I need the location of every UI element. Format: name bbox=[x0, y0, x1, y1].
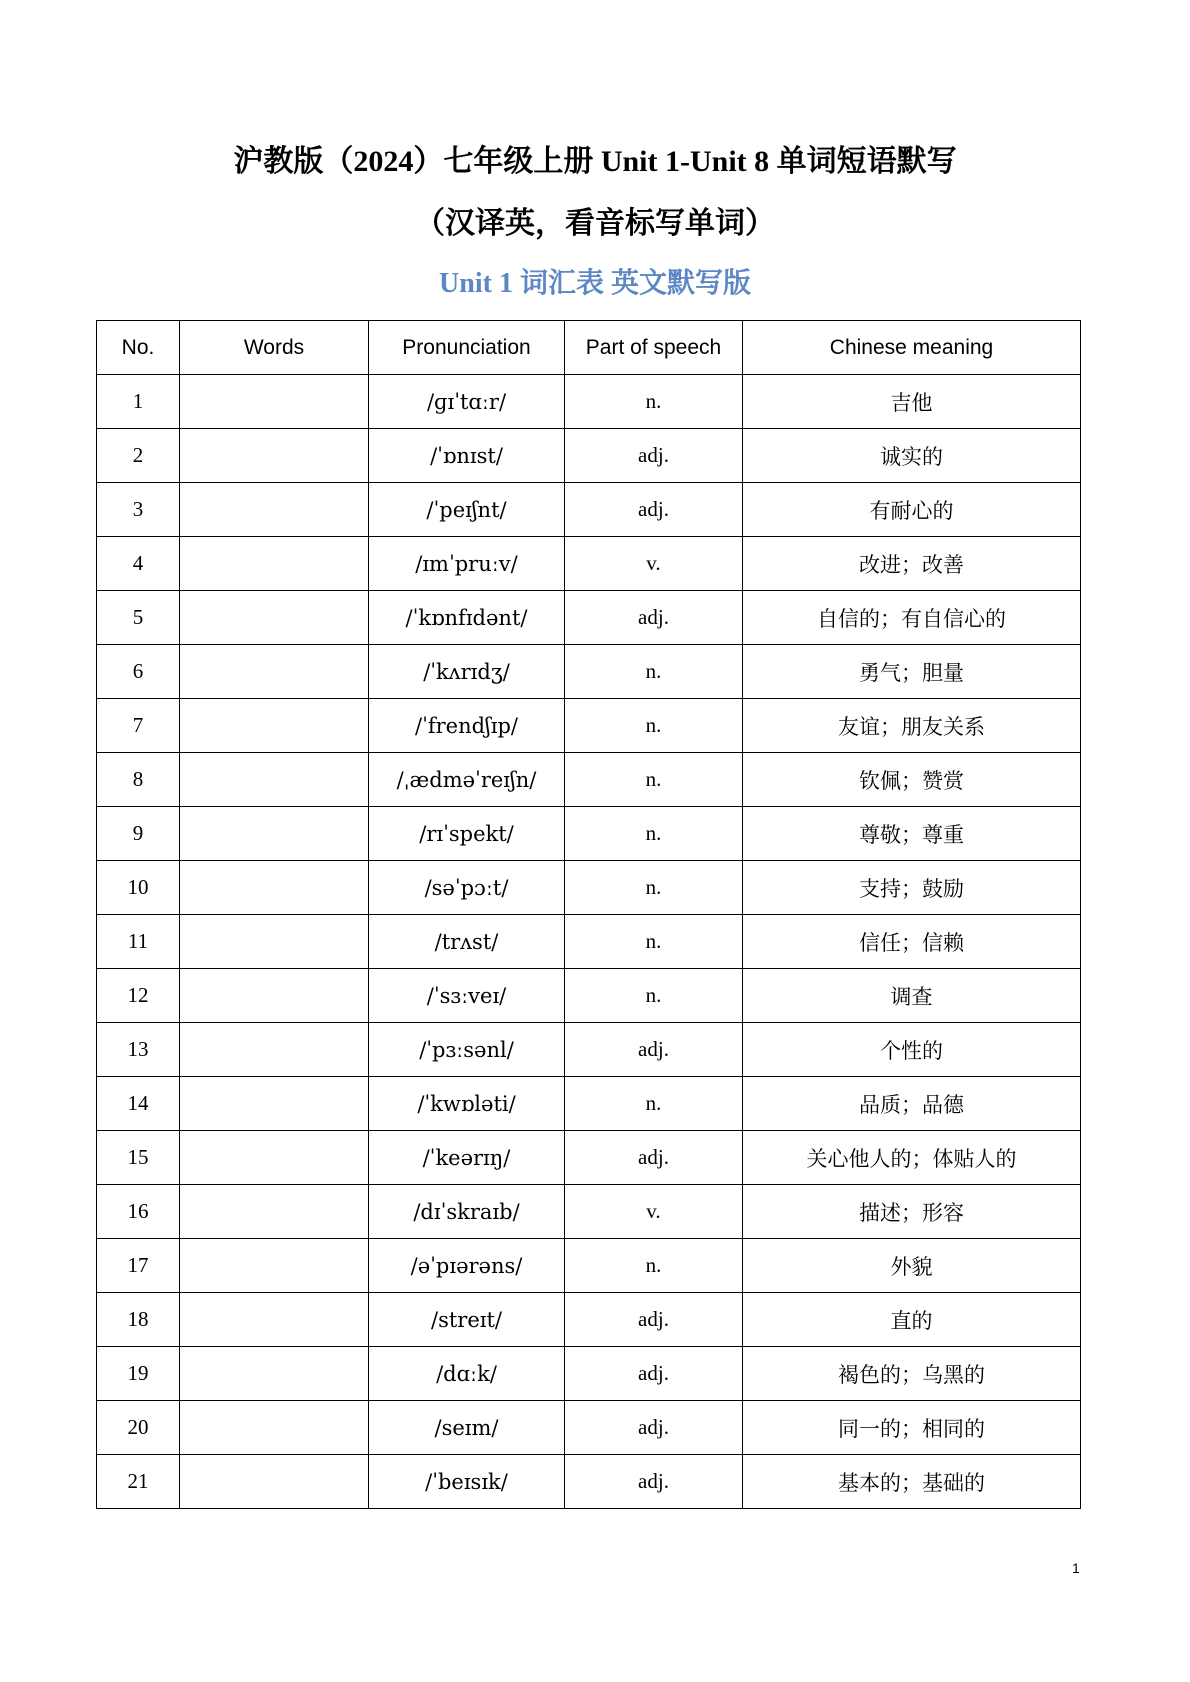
pronunciation-cell: /ˈpɜːsənl/ bbox=[369, 1023, 565, 1077]
word-input-cell[interactable] bbox=[180, 1185, 369, 1239]
table-row bbox=[97, 1023, 1081, 1077]
word-input-cell[interactable] bbox=[180, 1239, 369, 1293]
table-row bbox=[97, 1293, 1081, 1347]
row-number: 8 bbox=[97, 753, 180, 807]
row-number: 9 bbox=[97, 807, 180, 861]
table-row bbox=[97, 1347, 1081, 1401]
chinese-meaning-cell: 尊敬；尊重 bbox=[743, 807, 1081, 861]
table-row bbox=[97, 375, 1081, 429]
part-of-speech-cell: adj. bbox=[565, 1455, 743, 1509]
pronunciation-cell: /ˈsɜːveɪ/ bbox=[369, 969, 565, 1023]
table-body bbox=[97, 375, 1081, 1509]
section-title: Unit 1 词汇表 英文默写版 bbox=[439, 268, 751, 299]
row-number: 6 bbox=[97, 645, 180, 699]
word-input-cell[interactable] bbox=[180, 699, 369, 753]
pronunciation-cell: /ˈfrendʃɪp/ bbox=[369, 699, 565, 753]
row-number: 11 bbox=[97, 915, 180, 969]
page-number: 1 bbox=[1072, 1560, 1080, 1576]
part-of-speech-cell: n. bbox=[565, 969, 743, 1023]
row-number: 1 bbox=[97, 375, 180, 429]
table-row bbox=[97, 1455, 1081, 1509]
chinese-meaning-cell: 直的 bbox=[743, 1293, 1081, 1347]
part-of-speech-cell: n. bbox=[565, 645, 743, 699]
pronunciation-cell: /ɡɪˈtɑːr/ bbox=[369, 375, 565, 429]
word-input-cell[interactable] bbox=[180, 645, 369, 699]
chinese-meaning-cell: 个性的 bbox=[743, 1023, 1081, 1077]
table-row bbox=[97, 1077, 1081, 1131]
row-number: 18 bbox=[97, 1293, 180, 1347]
pronunciation-cell: /dɪˈskraɪb/ bbox=[369, 1185, 565, 1239]
document-subtitle: （汉译英，看音标写单词） bbox=[415, 207, 775, 240]
part-of-speech-cell: n. bbox=[565, 375, 743, 429]
table-row bbox=[97, 753, 1081, 807]
chinese-meaning-cell: 吉他 bbox=[743, 375, 1081, 429]
row-number: 17 bbox=[97, 1239, 180, 1293]
chinese-meaning-cell: 钦佩；赞赏 bbox=[743, 753, 1081, 807]
part-of-speech-cell: n. bbox=[565, 915, 743, 969]
row-number: 20 bbox=[97, 1401, 180, 1455]
chinese-meaning-cell: 支持；鼓励 bbox=[743, 861, 1081, 915]
row-number: 3 bbox=[97, 483, 180, 537]
pronunciation-cell: /ˈbeɪsɪk/ bbox=[369, 1455, 565, 1509]
row-number: 16 bbox=[97, 1185, 180, 1239]
row-number: 4 bbox=[97, 537, 180, 591]
pronunciation-cell: /ˌædməˈreɪʃn/ bbox=[369, 753, 565, 807]
pronunciation-cell: /ˈpeɪʃnt/ bbox=[369, 483, 565, 537]
word-input-cell[interactable] bbox=[180, 1455, 369, 1509]
part-of-speech-cell: n. bbox=[565, 807, 743, 861]
table-row bbox=[97, 807, 1081, 861]
row-number: 5 bbox=[97, 591, 180, 645]
pronunciation-cell: /streɪt/ bbox=[369, 1293, 565, 1347]
pronunciation-cell: /ˈkeərɪŋ/ bbox=[369, 1131, 565, 1185]
part-of-speech-cell: adj. bbox=[565, 483, 743, 537]
table-row bbox=[97, 915, 1081, 969]
word-input-cell[interactable] bbox=[180, 1131, 369, 1185]
part-of-speech-cell: n. bbox=[565, 753, 743, 807]
table-row bbox=[97, 699, 1081, 753]
pronunciation-cell: /ˈkɒnfɪdənt/ bbox=[369, 591, 565, 645]
table-row bbox=[97, 1131, 1081, 1185]
word-input-cell[interactable] bbox=[180, 483, 369, 537]
word-input-cell[interactable] bbox=[180, 969, 369, 1023]
chinese-meaning-cell: 有耐心的 bbox=[743, 483, 1081, 537]
header-words: Words bbox=[180, 321, 369, 375]
word-input-cell[interactable] bbox=[180, 807, 369, 861]
row-number: 19 bbox=[97, 1347, 180, 1401]
chinese-meaning-cell: 信任；信赖 bbox=[743, 915, 1081, 969]
header-no: No. bbox=[97, 321, 180, 375]
pronunciation-cell: /ˈkwɒləti/ bbox=[369, 1077, 565, 1131]
table-row bbox=[97, 1185, 1081, 1239]
pronunciation-cell: /rɪˈspekt/ bbox=[369, 807, 565, 861]
chinese-meaning-cell: 关心他人的；体贴人的 bbox=[743, 1131, 1081, 1185]
word-input-cell[interactable] bbox=[180, 1293, 369, 1347]
part-of-speech-cell: n. bbox=[565, 1239, 743, 1293]
vocabulary-table bbox=[96, 320, 1081, 1509]
word-input-cell[interactable] bbox=[180, 1401, 369, 1455]
row-number: 12 bbox=[97, 969, 180, 1023]
word-input-cell[interactable] bbox=[180, 591, 369, 645]
document-title: 沪教版（2024）七年级上册 Unit 1-Unit 8 单词短语默写 bbox=[233, 145, 957, 178]
header-pronunciation: Pronunciation bbox=[369, 321, 565, 375]
chinese-meaning-cell: 调查 bbox=[743, 969, 1081, 1023]
row-number: 21 bbox=[97, 1455, 180, 1509]
pronunciation-cell: /ɪmˈpruːv/ bbox=[369, 537, 565, 591]
header-chinese-meaning: Chinese meaning bbox=[743, 321, 1081, 375]
pronunciation-cell: /trʌst/ bbox=[369, 915, 565, 969]
chinese-meaning-cell: 描述；形容 bbox=[743, 1185, 1081, 1239]
chinese-meaning-cell: 基本的；基础的 bbox=[743, 1455, 1081, 1509]
table-row bbox=[97, 861, 1081, 915]
part-of-speech-cell: adj. bbox=[565, 1401, 743, 1455]
row-number: 2 bbox=[97, 429, 180, 483]
header-part-of-speech: Part of speech bbox=[565, 321, 743, 375]
chinese-meaning-cell: 同一的；相同的 bbox=[743, 1401, 1081, 1455]
chinese-meaning-cell: 勇气；胆量 bbox=[743, 645, 1081, 699]
chinese-meaning-cell: 品质；品德 bbox=[743, 1077, 1081, 1131]
word-input-cell[interactable] bbox=[180, 1077, 369, 1131]
part-of-speech-cell: adj. bbox=[565, 1023, 743, 1077]
part-of-speech-cell: adj. bbox=[565, 1347, 743, 1401]
word-input-cell[interactable] bbox=[180, 537, 369, 591]
word-input-cell[interactable] bbox=[180, 1347, 369, 1401]
table-row bbox=[97, 429, 1081, 483]
chinese-meaning-cell: 褐色的；乌黑的 bbox=[743, 1347, 1081, 1401]
part-of-speech-cell: n. bbox=[565, 861, 743, 915]
word-input-cell[interactable] bbox=[180, 861, 369, 915]
chinese-meaning-cell: 诚实的 bbox=[743, 429, 1081, 483]
word-input-cell[interactable] bbox=[180, 1023, 369, 1077]
part-of-speech-cell: adj. bbox=[565, 591, 743, 645]
pronunciation-cell: /dɑːk/ bbox=[369, 1347, 565, 1401]
word-input-cell[interactable] bbox=[180, 429, 369, 483]
chinese-meaning-cell: 改进；改善 bbox=[743, 537, 1081, 591]
pronunciation-cell: /ˈɒnɪst/ bbox=[369, 429, 565, 483]
part-of-speech-cell: v. bbox=[565, 1185, 743, 1239]
pronunciation-cell: /əˈpɪərəns/ bbox=[369, 1239, 565, 1293]
part-of-speech-cell: n. bbox=[565, 699, 743, 753]
table-row bbox=[97, 1239, 1081, 1293]
row-number: 7 bbox=[97, 699, 180, 753]
part-of-speech-cell: n. bbox=[565, 1077, 743, 1131]
table-row bbox=[97, 483, 1081, 537]
word-input-cell[interactable] bbox=[180, 915, 369, 969]
row-number: 10 bbox=[97, 861, 180, 915]
chinese-meaning-cell: 外貌 bbox=[743, 1239, 1081, 1293]
pronunciation-cell: /seɪm/ bbox=[369, 1401, 565, 1455]
chinese-meaning-cell: 自信的；有自信心的 bbox=[743, 591, 1081, 645]
word-input-cell[interactable] bbox=[180, 753, 369, 807]
table-row bbox=[97, 645, 1081, 699]
part-of-speech-cell: adj. bbox=[565, 1293, 743, 1347]
table-row bbox=[97, 537, 1081, 591]
part-of-speech-cell: adj. bbox=[565, 1131, 743, 1185]
row-number: 13 bbox=[97, 1023, 180, 1077]
part-of-speech-cell: v. bbox=[565, 537, 743, 591]
row-number: 14 bbox=[97, 1077, 180, 1131]
pronunciation-cell: /səˈpɔːt/ bbox=[369, 861, 565, 915]
row-number: 15 bbox=[97, 1131, 180, 1185]
table-header-row bbox=[97, 321, 1081, 375]
table-row bbox=[97, 591, 1081, 645]
chinese-meaning-cell: 友谊；朋友关系 bbox=[743, 699, 1081, 753]
pronunciation-cell: /ˈkʌrɪdʒ/ bbox=[369, 645, 565, 699]
part-of-speech-cell: adj. bbox=[565, 429, 743, 483]
table-row bbox=[97, 1401, 1081, 1455]
table-row bbox=[97, 969, 1081, 1023]
word-input-cell[interactable] bbox=[180, 375, 369, 429]
